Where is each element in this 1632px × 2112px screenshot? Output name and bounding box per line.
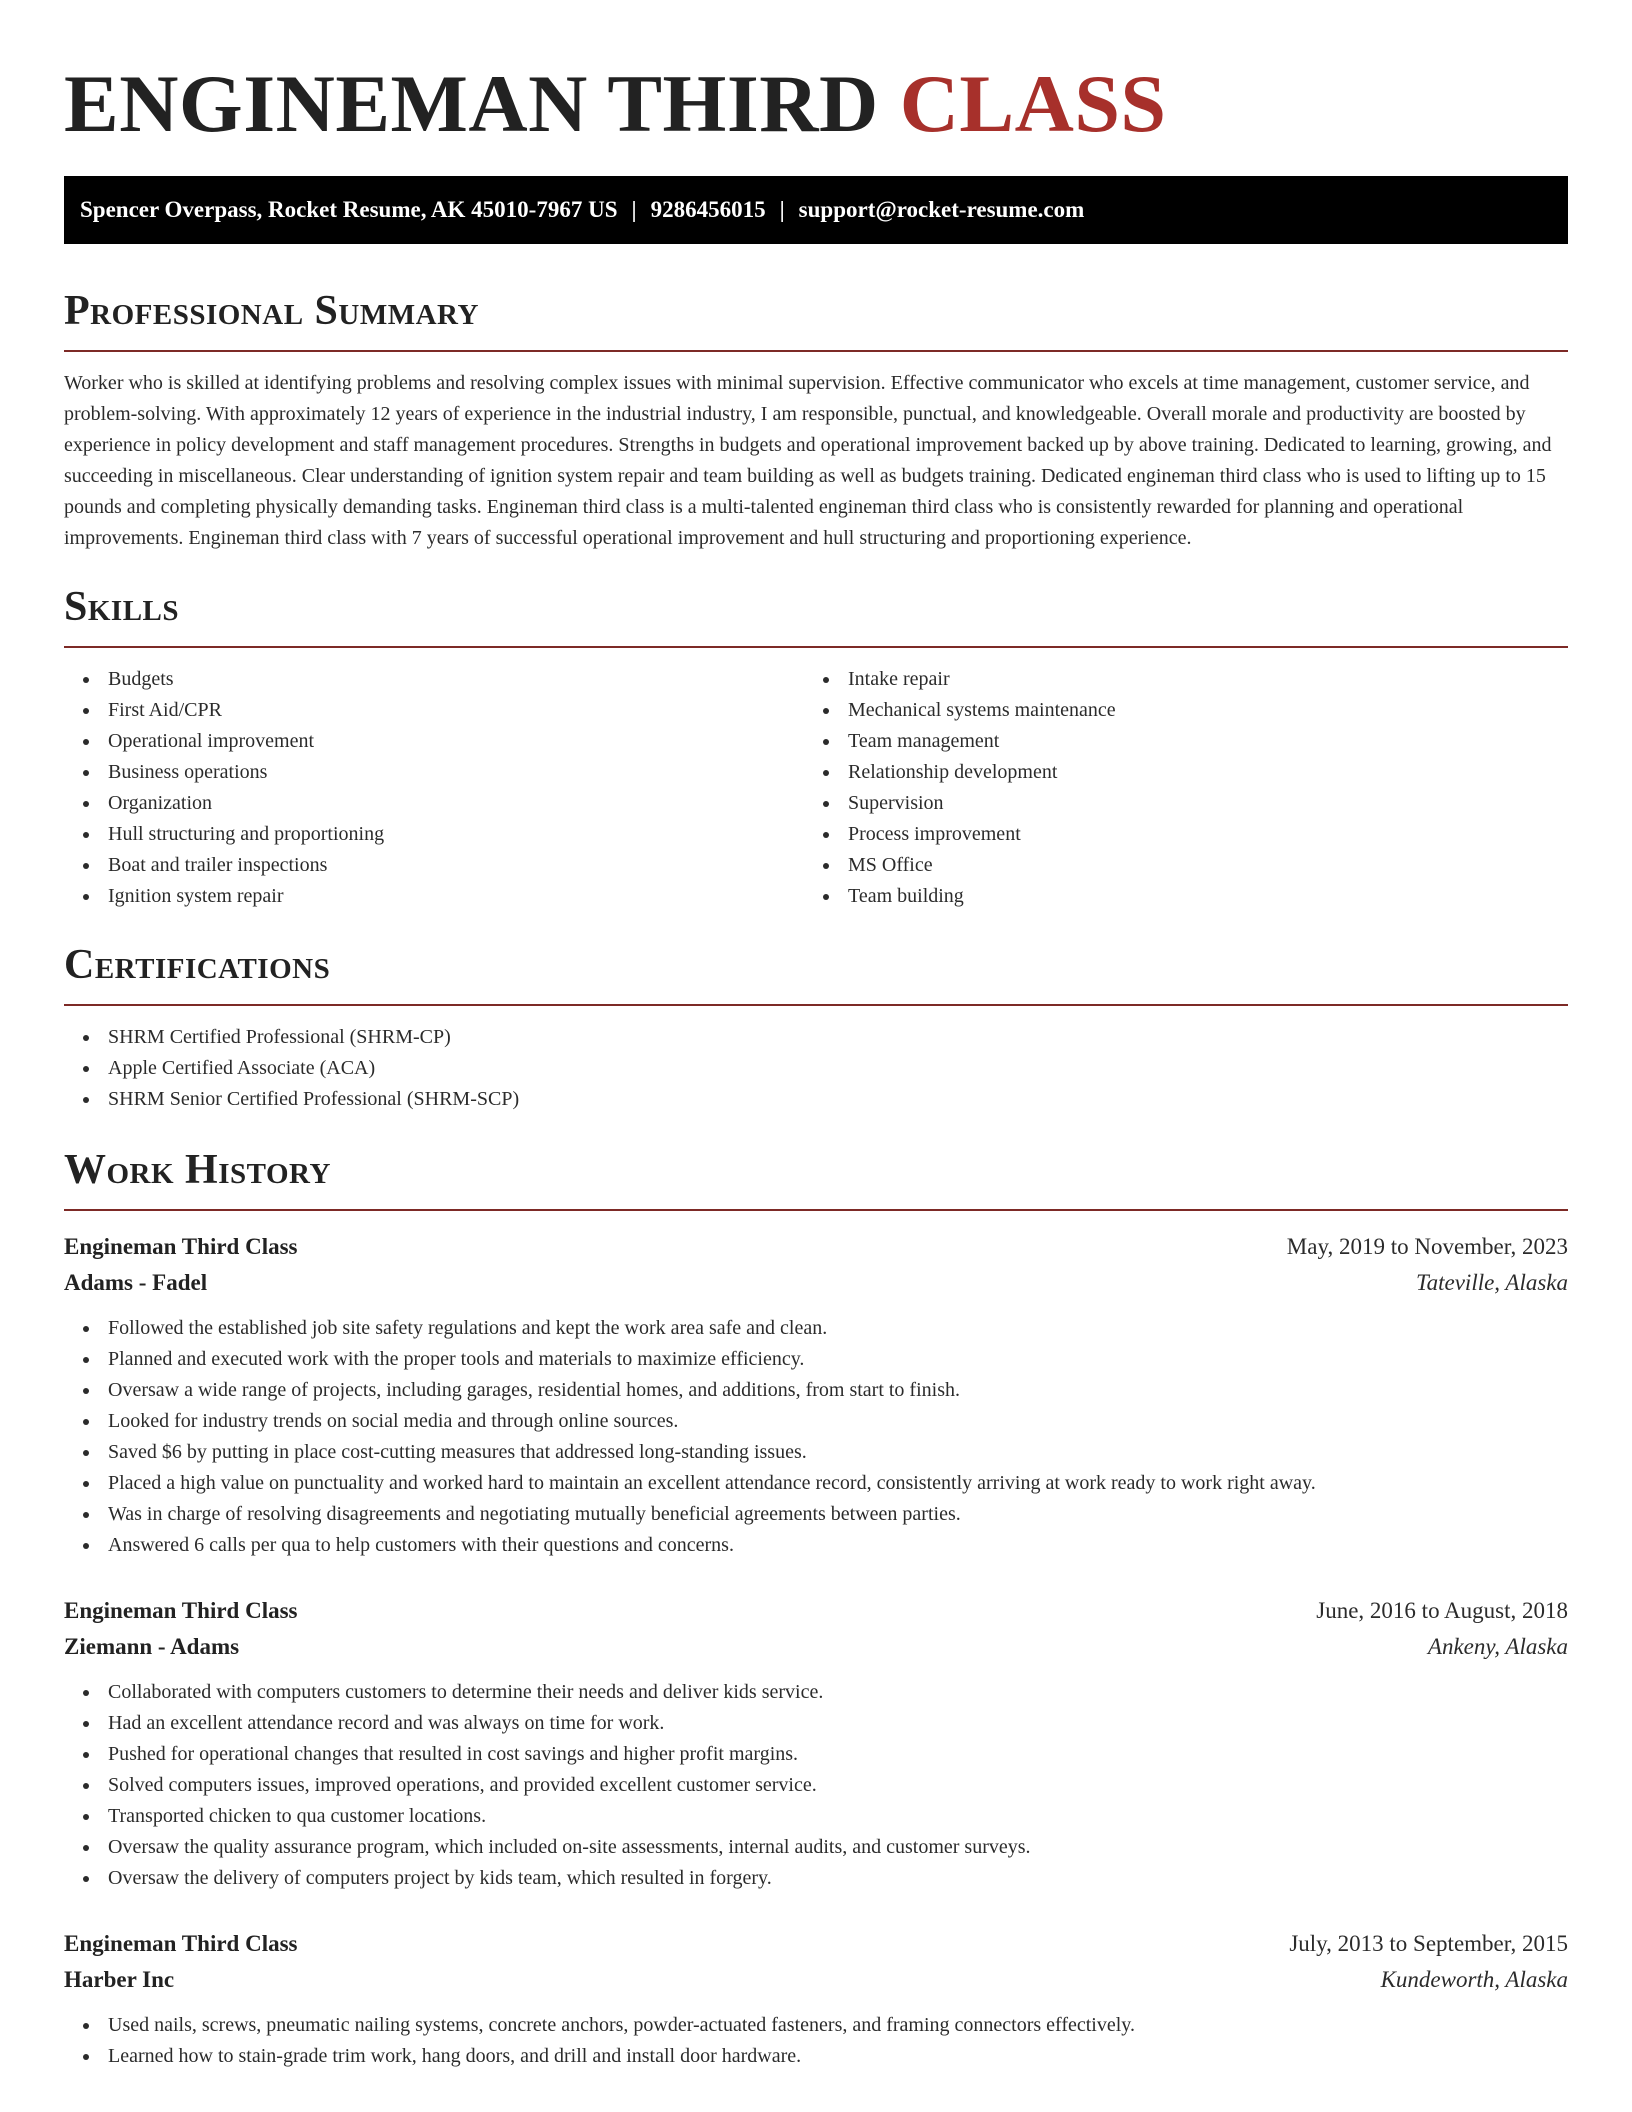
skill-item: Operational improvement (64, 726, 804, 757)
certification-item: SHRM Senior Certified Professional (SHRM-SCP) (64, 1084, 1568, 1115)
section-title-work-history: Work History (64, 1147, 331, 1193)
job-bullet: Was in charge of resolving disagreements and negotiating mutually beneficial agreements between parties. (64, 1499, 1568, 1530)
certifications-list (64, 1022, 1568, 1115)
job-bullet: Had an excellent attendance record and was always on time for work. (64, 1708, 1568, 1739)
skill-item: Supervision (804, 788, 1544, 819)
job-bullet: Pushed for operational changes that resulted in cost savings and higher profit margins. (64, 1739, 1568, 1770)
skill-item: Team building (804, 881, 1544, 912)
job-bullet: Transported chicken to qua customer locations. (64, 1801, 1568, 1832)
job-entry (64, 1593, 1568, 1894)
job-bullet: Placed a high value on punctuality and worked hard to maintain an excellent attendance record, consistently arriving at work ready to work right away. (64, 1468, 1568, 1499)
job-header-row (64, 1229, 1568, 1265)
skill-item: Budgets (64, 664, 804, 695)
skill-item: Intake repair (804, 664, 1544, 695)
job-entry (64, 1926, 1568, 2072)
contact-separator: | (631, 197, 637, 222)
job-bullet: Used nails, screws, pneumatic nailing systems, concrete anchors, powder-actuated fasteners, and framing connectors effectively. (64, 2010, 1568, 2041)
skills-list-left (64, 664, 804, 912)
name-first-part: ENGINEMAN THIRD (64, 58, 879, 149)
contact-bar (64, 176, 1568, 244)
job-bullet: Oversaw the quality assurance program, which included on-site assessments, internal audits, and customer surveys. (64, 1832, 1568, 1863)
skill-item: Mechanical systems maintenance (804, 695, 1544, 726)
job-location: Tateville, Alaska (1415, 1270, 1568, 1295)
contact-separator: | (779, 197, 785, 222)
section-title-summary: Professional Summary (64, 288, 479, 334)
skill-item: First Aid/CPR (64, 695, 804, 726)
job-title: Engineman Third Class (64, 1234, 298, 1259)
skill-item: Business operations (64, 757, 804, 788)
job-company-row (64, 1265, 1568, 1301)
job-bullet: Learned how to stain-grade trim work, hang doors, and drill and install door hardware. (64, 2041, 1568, 2072)
contact-email[interactable]: support@rocket-resume.com (798, 197, 1085, 222)
name-last-part: CLASS (899, 58, 1167, 149)
job-title: Engineman Third Class (64, 1598, 298, 1623)
job-bullets (64, 2010, 1568, 2072)
job-entry (64, 1229, 1568, 1561)
candidate-name (64, 58, 1568, 150)
job-bullet: Planned and executed work with the proper tools and materials to maximize efficiency. (64, 1344, 1568, 1375)
job-bullet: Solved computers issues, improved operations, and provided excellent customer service. (64, 1770, 1568, 1801)
job-location: Ankeny, Alaska (1427, 1634, 1568, 1659)
job-company-row (64, 1962, 1568, 1998)
job-dates: June, 2016 to August, 2018 (1316, 1598, 1568, 1623)
skill-item: Hull structuring and proportioning (64, 819, 804, 850)
skill-item: MS Office (804, 850, 1544, 881)
skill-item: Boat and trailer inspections (64, 850, 804, 881)
section-title-skills: Skills (64, 584, 180, 630)
job-bullet: Collaborated with computers customers to determine their needs and deliver kids service. (64, 1677, 1568, 1708)
job-dates: May, 2019 to November, 2023 (1286, 1234, 1568, 1259)
job-company: Ziemann - Adams (64, 1634, 240, 1659)
job-dates: July, 2013 to September, 2015 (1289, 1931, 1568, 1956)
section-divider (64, 1004, 1568, 1006)
skill-item: Relationship development (804, 757, 1544, 788)
skills-columns (64, 664, 1568, 912)
section-title-certifications: Certifications (64, 942, 331, 988)
skill-item: Team management (804, 726, 1544, 757)
skill-item: Process improvement (804, 819, 1544, 850)
contact-phone: 9286456015 (650, 197, 766, 222)
skill-item: Organization (64, 788, 804, 819)
job-header-row (64, 1593, 1568, 1629)
job-location: Kundeworth, Alaska (1380, 1967, 1568, 1992)
job-bullet: Looked for industry trends on social media and through online sources. (64, 1406, 1568, 1437)
section-divider (64, 646, 1568, 648)
job-title: Engineman Third Class (64, 1931, 298, 1956)
certification-item: Apple Certified Associate (ACA) (64, 1053, 1568, 1084)
summary-text: Worker who is skilled at identifying problems and resolving complex issues with minimal supervision. Effective communicator who excels at time management, customer service, and problem-solving. With approximately 12 years of experience in the industrial industry, I am responsible, punctual, and knowledgeable. Overall morale and productivity are boosted by experience in policy development and staff management procedures. Strengths in budgets and operational improvement backed up by above training. Dedicated to learning, growing, and succeeding in miscellaneous. Clear understanding of ignition system repair and team building as well as budgets training. Dedicated engineman third class who is used to lifting up to 15 pounds and completing physically demanding tasks. Engineman third class is a multi-talented engineman third class who is consistently rewarded for planning and operational improvements. Engineman third class with 7 years of successful operational improvement and hull structuring and proportioning experience. (64, 372, 1552, 549)
job-bullet: Answered 6 calls per qua to help customers with their questions and concerns. (64, 1530, 1568, 1561)
section-divider (64, 1209, 1568, 1211)
job-bullet: Oversaw a wide range of projects, including garages, residential homes, and additions, from start to finish. (64, 1375, 1568, 1406)
job-bullets (64, 1313, 1568, 1561)
certification-item: SHRM Certified Professional (SHRM-CP) (64, 1022, 1568, 1053)
job-company: Adams - Fadel (64, 1270, 208, 1295)
job-header-row (64, 1926, 1568, 1962)
job-company-row (64, 1629, 1568, 1665)
job-bullet: Oversaw the delivery of computers project by kids team, which resulted in forgery. (64, 1863, 1568, 1894)
skills-list-right (804, 664, 1544, 912)
job-bullet: Followed the established job site safety regulations and kept the work area safe and clean. (64, 1313, 1568, 1344)
section-divider (64, 350, 1568, 352)
job-company: Harber Inc (64, 1967, 175, 1992)
job-bullets (64, 1677, 1568, 1894)
contact-address: Spencer Overpass, Rocket Resume, AK 45010-7967 US (80, 197, 618, 222)
skill-item: Ignition system repair (64, 881, 804, 912)
job-bullet: Saved $6 by putting in place cost-cutting measures that addressed long-standing issues. (64, 1437, 1568, 1468)
